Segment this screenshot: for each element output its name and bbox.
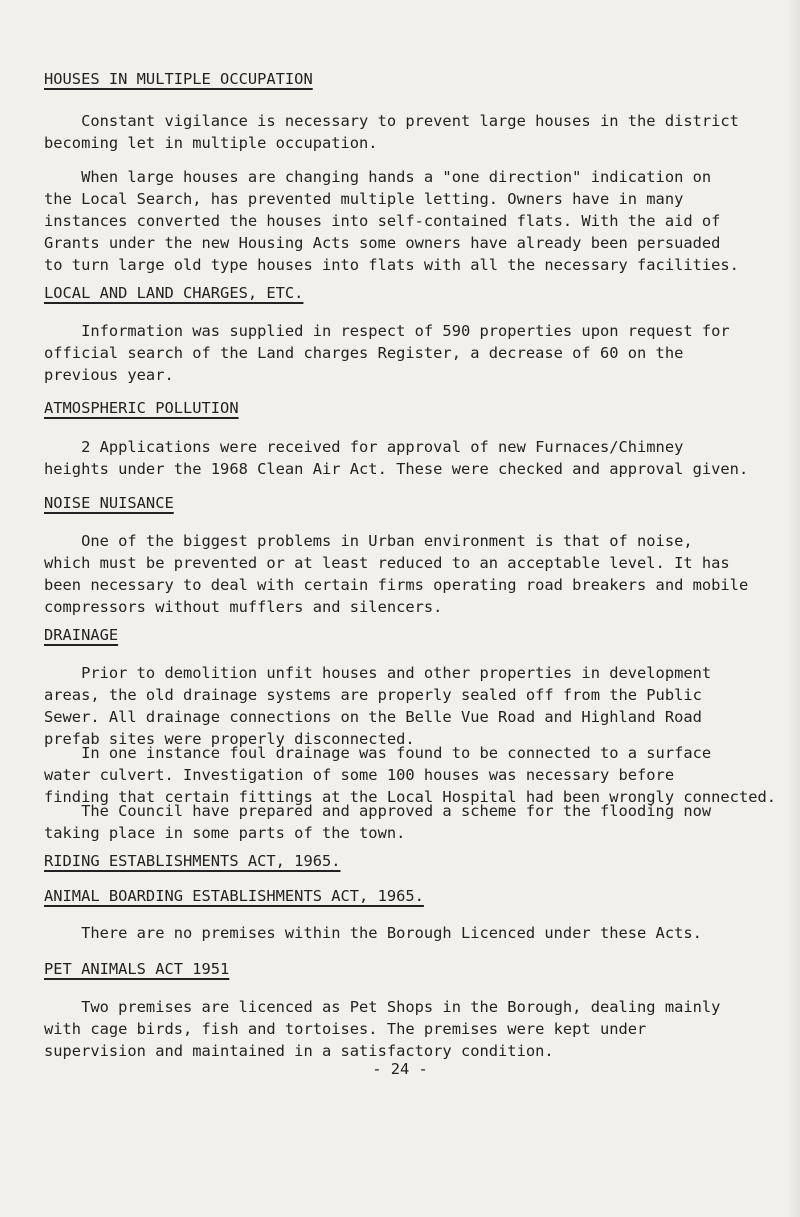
- paragraph-noise: One of the biggest problems in Urban environment is that of noise, which must be prevented or at least reduced to an acceptable level. It has been necessary to deal with certain firms operating road breakers and mobile compressors without mufflers and silencers.: [44, 532, 749, 616]
- paragraph-clean-air: 2 Applications were received for approval of new Furnaces/Chimney heights under the 1968 Clean Air Act. These were checked and approval given.: [44, 438, 749, 478]
- heading-noise-nuisance: NOISE NUISANCE: [44, 494, 174, 512]
- heading-riding-establishments: RIDING ESTABLISHMENTS ACT, 1965.: [44, 852, 341, 870]
- paragraph-large-houses: When large houses are changing hands a "one direction" indication on the Local Search, has prevented multiple letting. Owners have in many instances converted the houses into self-contained flats. With the aid of Grants under the new Housing Acts some owners have already been persuaded to turn large old type houses into flats with all the necessary facilities.: [44, 168, 739, 274]
- paragraph-demolition: Prior to demolition unfit houses and other properties in development areas, the old drainage systems are properly sealed off from the Public Sewer. All drainage connections on the Belle Vue Road and Highland Road prefab sites were properly disconnected.: [44, 664, 712, 748]
- heading-pet-animals-act: PET ANIMALS ACT 1951: [44, 960, 230, 978]
- heading-animal-boarding: ANIMAL BOARDING ESTABLISHMENTS ACT, 1965.: [44, 887, 424, 905]
- paragraph-pet-shops: Two premises are licenced as Pet Shops in the Borough, dealing mainly with cage birds, fish and tortoises. The premises were kept under supervision and maintained in a satisfactory condition.: [44, 998, 721, 1060]
- heading-houses-multiple-occupation: HOUSES IN MULTIPLE OCCUPATION: [44, 70, 313, 88]
- paragraph-no-premises: There are no premises within the Borough Licenced under these Acts.: [44, 924, 702, 942]
- page-number: - 24 -: [372, 1060, 428, 1078]
- paragraph-land-charges: Information was supplied in respect of 590 properties upon request for official search of the Land charges Register, a decrease of 60 on the previous year.: [44, 322, 730, 384]
- paragraph-flooding: The Council have prepared and approved a scheme for the flooding now taking place in some parts of the town.: [44, 802, 712, 842]
- heading-local-land-charges: LOCAL AND LAND CHARGES, ETC.: [44, 284, 304, 302]
- heading-atmospheric-pollution: ATMOSPHERIC POLLUTION: [44, 399, 239, 417]
- heading-drainage: DRAINAGE: [44, 626, 119, 644]
- paragraph-vigilance: Constant vigilance is necessary to prevent large houses in the district becoming let in multiple occupation.: [44, 112, 739, 152]
- paragraph-foul-drainage: In one instance foul drainage was found to be connected to a surface water culvert. Investigation of some 100 houses was necessary before finding that certain fittings at the Local Hospital had been wrongly connected.: [44, 744, 777, 806]
